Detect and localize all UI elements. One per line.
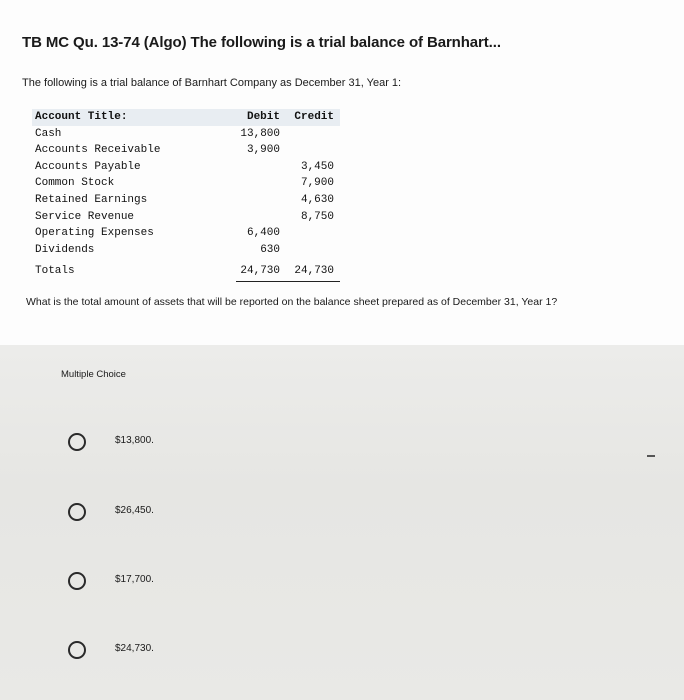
table-row bbox=[32, 126, 340, 143]
header-credit: Credit bbox=[294, 111, 334, 123]
credit-value: 4,630 bbox=[300, 193, 334, 206]
radio-button[interactable] bbox=[68, 641, 86, 659]
debit-value: 630 bbox=[260, 243, 280, 256]
table-row bbox=[32, 175, 340, 192]
radio-button[interactable] bbox=[68, 572, 86, 590]
totals-debit: 24,730 bbox=[240, 265, 280, 278]
debit-value: 13,800 bbox=[240, 127, 280, 140]
credit-value: 3,450 bbox=[300, 160, 334, 173]
header-account: Account Title: bbox=[35, 111, 128, 123]
account-name: Operating Expenses bbox=[35, 227, 154, 240]
debit-value: 6,400 bbox=[246, 227, 280, 240]
account-name: Accounts Receivable bbox=[35, 144, 161, 157]
table-header-row bbox=[32, 109, 340, 126]
header-debit: Debit bbox=[246, 111, 280, 123]
choice-text: $24,730. bbox=[115, 643, 154, 654]
question-intro: The following is a trial balance of Barnhart Company as December 31, Year 1: bbox=[22, 77, 402, 89]
radio-button[interactable] bbox=[68, 433, 86, 451]
credit-value: 7,900 bbox=[300, 177, 334, 190]
account-name: Retained Earnings bbox=[35, 193, 148, 206]
credit-value: 8,750 bbox=[300, 210, 334, 223]
dash-mark bbox=[647, 455, 655, 457]
question-text: What is the total amount of assets that will be reported on the balance sheet prepared as of December 31, Year 1? bbox=[26, 296, 558, 308]
account-name: Common Stock bbox=[35, 177, 115, 190]
account-name: Service Revenue bbox=[35, 210, 135, 223]
account-name: Dividends bbox=[35, 243, 95, 256]
table-row bbox=[32, 225, 340, 242]
table-row bbox=[32, 209, 340, 226]
table-row bbox=[32, 192, 340, 209]
multiple-choice-label: Multiple Choice bbox=[61, 369, 126, 380]
table-row bbox=[32, 142, 340, 159]
trial-balance-table bbox=[32, 109, 340, 280]
table-row bbox=[32, 242, 340, 259]
answer-panel bbox=[0, 345, 684, 700]
choice-text: $26,450. bbox=[115, 505, 154, 516]
account-name: Accounts Payable bbox=[35, 160, 141, 173]
table-row bbox=[32, 159, 340, 176]
debit-value: 3,900 bbox=[246, 144, 280, 157]
account-name: Cash bbox=[35, 127, 62, 140]
totals-label: Totals bbox=[35, 265, 75, 278]
choice-text: $17,700. bbox=[115, 574, 154, 585]
totals-underline bbox=[236, 281, 340, 282]
radio-button[interactable] bbox=[68, 503, 86, 521]
question-title: TB MC Qu. 13-74 (Algo) The following is a trial balance of Barnhart... bbox=[22, 34, 501, 51]
choice-text: $13,800. bbox=[115, 435, 154, 446]
totals-credit: 24,730 bbox=[294, 265, 334, 278]
totals-row bbox=[32, 263, 340, 280]
